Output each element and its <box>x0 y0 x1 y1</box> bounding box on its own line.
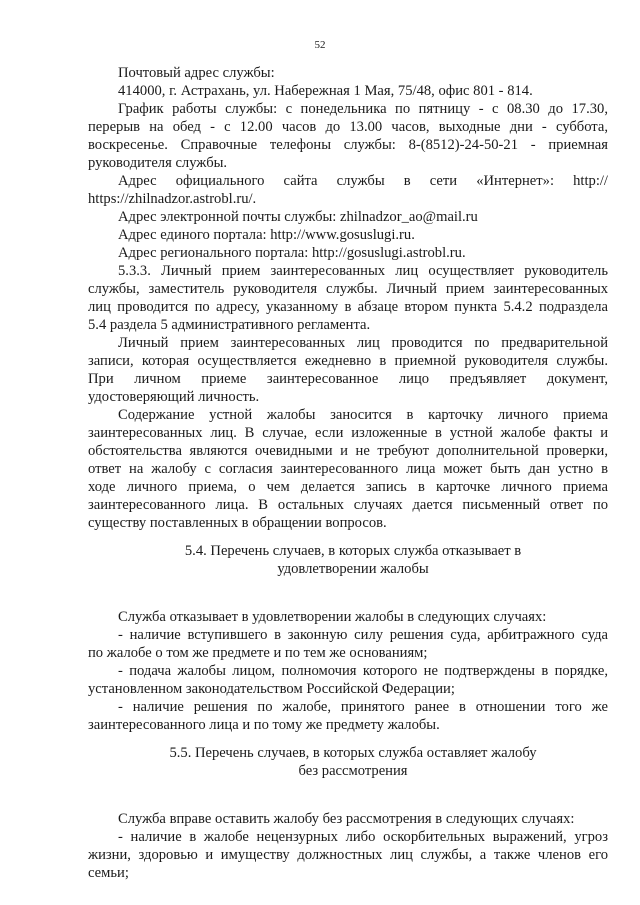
regional-portal-line: Адрес регионального портала: http://gosuslugi.astrobl.ru. <box>118 245 466 261</box>
postal-label: Почтовый адрес службы: <box>118 65 275 81</box>
section-55-item: жизни, здоровью и имуществу должностных лиц службы, а также членов его <box>88 847 608 863</box>
schedule-line: перерыв на обед - с 12.00 часов до 13.00 часов, выходные дни - суббота, <box>88 119 608 135</box>
section-55-item: семьи; <box>88 865 129 881</box>
oral-complaint-line: Содержание устной жалобы заносится в карточку личного приема <box>118 407 608 423</box>
oral-complaint-line: заинтересованного лица. В остальных случаях дается письменный ответ по <box>88 497 608 513</box>
section-54-heading: удовлетворении жалобы <box>277 561 429 577</box>
clause-533-line: 5.3.3. Личный прием заинтересованных лиц осуществляет руководитель <box>118 263 608 279</box>
clause-533-line: лиц проводится по адресу, указанному в абзаце втором пункта 5.4.2 подраздела <box>88 299 608 315</box>
unified-portal-line: Адрес единого портала: http://www.gosuslugi.ru. <box>118 227 415 243</box>
prelim-line: удостоверяющий личность. <box>88 389 260 405</box>
oral-complaint-line: ответ на жалобу с согласия заинтересованного лица может быть дан устно в <box>88 461 608 477</box>
schedule-line: руководителя службы. <box>88 155 228 171</box>
document-body <box>88 64 608 882</box>
section-54-item: установленном законодательством Российской Федерации; <box>88 681 455 697</box>
schedule-line: воскресенье. Справочные телефоны службы: 8-(8512)-24-50-21 - приемная <box>88 137 608 153</box>
site-line: Адрес официального сайта службы в сети «Интернет»: http:// <box>118 173 608 189</box>
section-54-item: заинтересованного лица и по тому же предмету жалобы. <box>88 717 440 733</box>
page-number: 52 <box>314 39 326 51</box>
postal-address: 414000, г. Астрахань, ул. Набережная 1 Мая, 75/48, офис 801 - 814. <box>118 83 533 99</box>
email-line: Адрес электронной почты службы: zhilnadzor_ao@mail.ru <box>118 209 478 225</box>
oral-complaint-line: ходе личного приема, о чем делается запись в карточке личного приема <box>88 479 608 495</box>
schedule-line: График работы службы: с понедельника по пятницу - с 08.30 до 17.30, <box>118 101 608 117</box>
section-54-heading: 5.4. Перечень случаев, в которых служба отказывает в <box>184 543 522 559</box>
section-54-item: по жалобе о том же предмете и по тем же основаниям; <box>88 645 428 661</box>
oral-complaint-line: обстоятельства являются очевидными и не требуют дополнительной проверки, <box>88 443 608 459</box>
site-line: https://zhilnadzor.astrobl.ru/. <box>88 191 257 207</box>
section-55-intro: Служба вправе оставить жалобу без рассмотрения в следующих случаях: <box>118 811 575 827</box>
section-54-intro: Служба отказывает в удовлетворении жалобы в следующих случаях: <box>118 609 547 625</box>
clause-533-line: 5.4 раздела 5 административного регламента. <box>88 317 371 333</box>
oral-complaint-line: существу поставленных в обращении вопросов. <box>88 515 387 531</box>
section-54-item: - наличие решения по жалобе, принятого ранее в отношении того же <box>118 699 608 715</box>
prelim-line: При личном приеме заинтересованное лицо предъявляет документ, <box>88 371 608 387</box>
section-54-item: - подача жалобы лицом, полномочия которого не подтверждены в порядке, <box>118 663 608 679</box>
section-55-item: - наличие в жалобе нецензурных либо оскорбительных выражений, угроз <box>118 829 608 845</box>
clause-533-line: службы, заместитель руководителя службы. Личный прием заинтересованных <box>88 281 608 297</box>
section-54-item: - наличие вступившего в законную силу решения суда, арбитражного суда <box>118 627 608 643</box>
section-55-heading: 5.5. Перечень случаев, в которых служба оставляет жалобу <box>169 745 537 761</box>
prelim-line: записи, которая осуществляется ежедневно в приемной руководителя службы. <box>88 353 608 369</box>
oral-complaint-line: заинтересованных лиц. В случае, если изложенные в устной жалобе факты и <box>88 425 608 441</box>
section-55-heading: без рассмотрения <box>298 763 408 779</box>
prelim-line: Личный прием заинтересованных лиц проводится по предварительной <box>118 335 608 351</box>
